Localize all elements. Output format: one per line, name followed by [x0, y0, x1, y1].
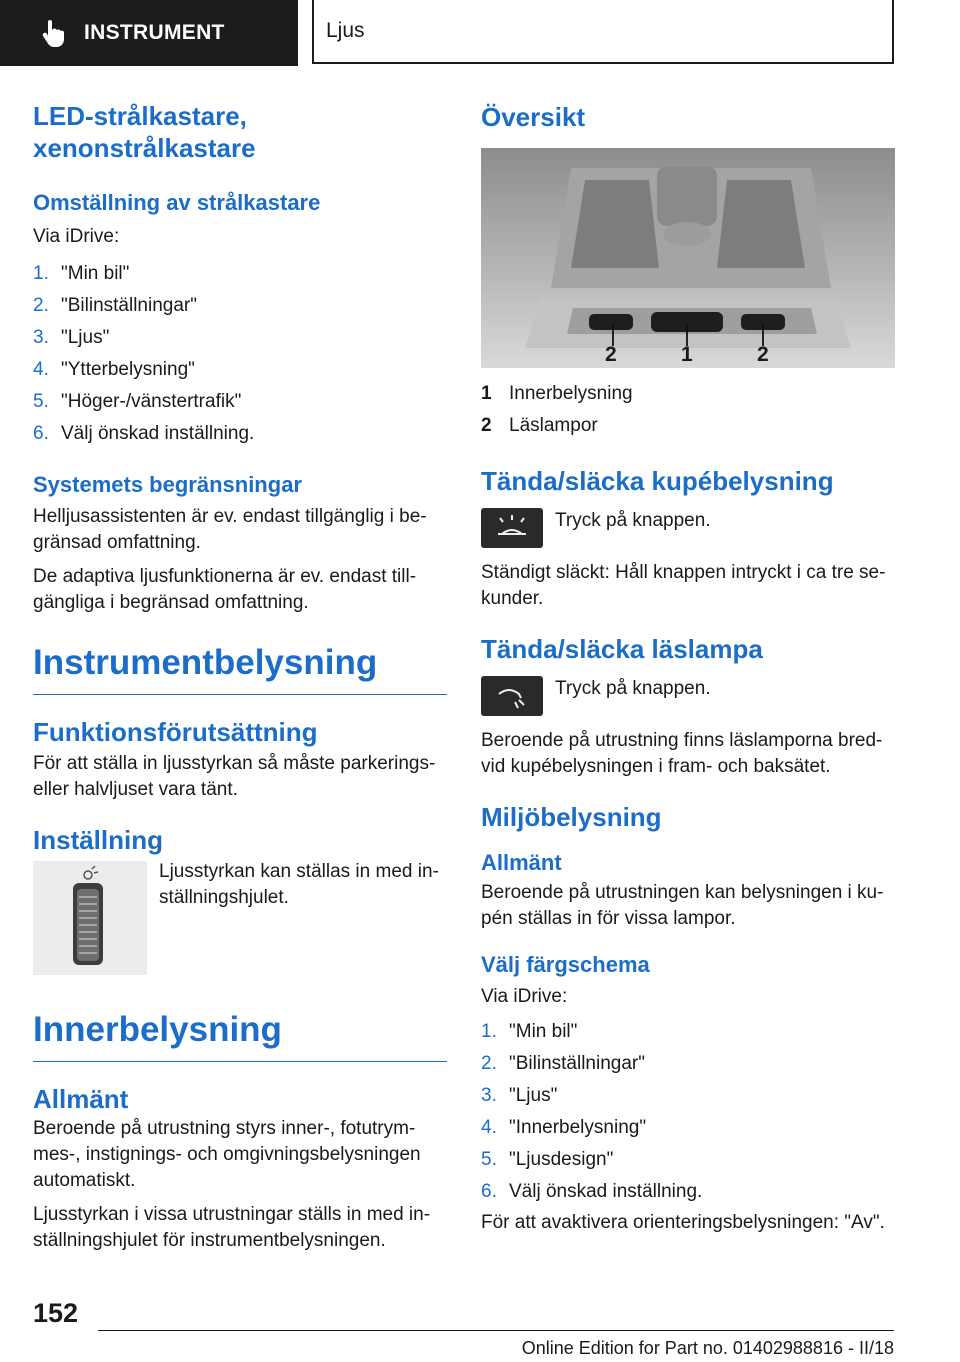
- figure-las-button: [481, 676, 895, 716]
- paragraph-allmant-right: Beroende på utrustningen kan belysningen i ku- pén ställas in för vissa lampor.: [481, 882, 884, 929]
- step-text: "Ytterbelysning": [61, 359, 195, 380]
- step-number: 3.: [481, 1085, 497, 1106]
- thumbwheel-image: [33, 861, 147, 975]
- step-number: 1.: [481, 1021, 497, 1042]
- chapter-tab[interactable]: [312, 0, 894, 64]
- heading-omstallning: Omställning av strålkastare: [33, 190, 321, 215]
- heading-begransningar: Systemets begränsningar: [33, 472, 302, 497]
- legend-item: [481, 378, 895, 410]
- via-idrive-right: Via iDrive:: [481, 986, 568, 1007]
- step-number: 3.: [33, 327, 49, 348]
- step-number: 4.: [481, 1117, 497, 1138]
- step-text: "Bilinställningar": [509, 1053, 645, 1074]
- legend-text: Innerbelysning: [509, 383, 633, 404]
- step-item: [33, 354, 447, 386]
- step-item: [481, 1048, 895, 1080]
- heading-instrumentbelysning: Instrumentbelysning: [33, 642, 447, 695]
- footer-edition: Online Edition for Part no. 01402988816 - II/18: [521, 1338, 894, 1358]
- page-header: [0, 0, 960, 66]
- heading-installning: Inställning: [33, 825, 163, 855]
- legend-item: [481, 410, 895, 442]
- paragraph-las: Beroende på utrustning finns läslamporna bred- vid kupébelysningen i fram- och baksätet.: [481, 730, 883, 777]
- paragraph-allmant-2: Ljusstyrkan i vissa utrustningar ställs in med in- ställningshjulet för instrumentbelysningen.: [33, 1204, 431, 1251]
- paragraph-funktion: För att ställa in ljusstyrkan så måste parkerings- eller halvljuset vara tänt.: [33, 753, 436, 800]
- callout-2-right: 2: [757, 343, 769, 366]
- steps-list: [33, 258, 447, 450]
- figure-installning: [33, 861, 447, 975]
- step-item: [33, 258, 447, 290]
- step-text: "Innerbelysning": [509, 1117, 647, 1138]
- left-column: [33, 100, 447, 1254]
- legend-text: Läslampor: [509, 415, 598, 436]
- step-text: Välj önskad inställning.: [61, 423, 255, 444]
- heading-allmant-right: Allmänt: [481, 850, 562, 875]
- step-text: "Bilinställningar": [61, 295, 197, 316]
- overview-image: [481, 148, 895, 368]
- step-item: [481, 1080, 895, 1112]
- step-text: "Ljus": [61, 327, 110, 348]
- step-number: 2.: [33, 295, 49, 316]
- page-number: 152: [33, 1298, 79, 1328]
- paragraph-installning: Ljusstyrkan kan ställas in med in- ställningshjulet.: [159, 861, 439, 908]
- paragraph-las-button: Tryck på knappen.: [555, 678, 711, 699]
- footer-divider: [98, 1330, 894, 1331]
- heading-laslampa: Tända/släcka läslampa: [481, 634, 763, 664]
- step-text: "Min bil": [61, 263, 130, 284]
- heading-innerbelysning: Innerbelysning: [33, 1009, 447, 1062]
- pointing-hand-icon: [40, 18, 70, 48]
- chapter-tab-label: Ljus: [326, 19, 365, 42]
- via-idrive: Via iDrive:: [33, 226, 120, 247]
- step-number: 5.: [481, 1149, 497, 1170]
- legend-key: 2: [481, 415, 492, 436]
- paragraph-kupe: Ständigt släckt: Håll knappen intryckt i ca tre se- kunder.: [481, 562, 886, 609]
- step-item: [33, 386, 447, 418]
- step-number: 5.: [33, 391, 49, 412]
- heading-oversikt: Översikt: [481, 102, 586, 132]
- step-text: Välj önskad inställning.: [509, 1181, 703, 1202]
- step-item: [481, 1016, 895, 1048]
- section-tab[interactable]: [0, 0, 298, 66]
- interior-light-button-icon: [481, 508, 543, 548]
- step-number: 6.: [481, 1181, 497, 1202]
- section-tab-label: INSTRUMENT: [84, 21, 225, 44]
- paragraph-begransningar-2: De adaptiva ljusfunktionerna är ev. endast till- gängliga i begränsad omfattning.: [33, 566, 417, 613]
- step-text: "Ljus": [509, 1085, 558, 1106]
- step-text: "Höger-/vänstertrafik": [61, 391, 242, 412]
- figure-kupe-button: [481, 508, 895, 548]
- step-number: 1.: [33, 263, 49, 284]
- callout-1: 1: [681, 343, 693, 366]
- step-item: [33, 322, 447, 354]
- heading-led: LED-strålkastare, xenonstrålkastare: [33, 101, 256, 163]
- paragraph-allmant-1: Beroende på utrustning styrs inner-, fotutrym- mes-, instignings- och omgivningsbelysningen automatiskt.: [33, 1118, 421, 1191]
- step-item: [481, 1144, 895, 1176]
- paragraph-begransningar-1: Helljusassistenten är ev. endast tillgänglig i be- gränsad omfattning.: [33, 506, 427, 553]
- paragraph-avaktivera: För att avaktivera orienteringsbelysningen: "Av".: [481, 1212, 885, 1233]
- heading-funktionsforutsattning: Funktionsförutsättning: [33, 717, 318, 747]
- figure-legend: [481, 378, 895, 442]
- callout-2-left: 2: [605, 343, 617, 366]
- heading-fargschema: Välj färgschema: [481, 952, 650, 977]
- heading-kupebelysning: Tända/släcka kupébelysning: [481, 466, 834, 496]
- step-item: [33, 418, 447, 450]
- paragraph-kupe-button: Tryck på knappen.: [555, 510, 711, 531]
- step-number: 4.: [33, 359, 49, 380]
- reading-light-button-icon: [481, 676, 543, 716]
- step-number: 6.: [33, 423, 49, 444]
- legend-key: 1: [481, 383, 492, 404]
- steps-list-right: [481, 1016, 895, 1208]
- step-text: "Min bil": [509, 1021, 578, 1042]
- right-column: [481, 100, 895, 1236]
- step-item: [481, 1112, 895, 1144]
- heading-miljobelysning: Miljöbelysning: [481, 802, 662, 832]
- heading-allmant: Allmänt: [33, 1084, 129, 1114]
- step-text: "Ljusdesign": [509, 1149, 614, 1170]
- step-item: [481, 1176, 895, 1208]
- step-item: [33, 290, 447, 322]
- step-number: 2.: [481, 1053, 497, 1074]
